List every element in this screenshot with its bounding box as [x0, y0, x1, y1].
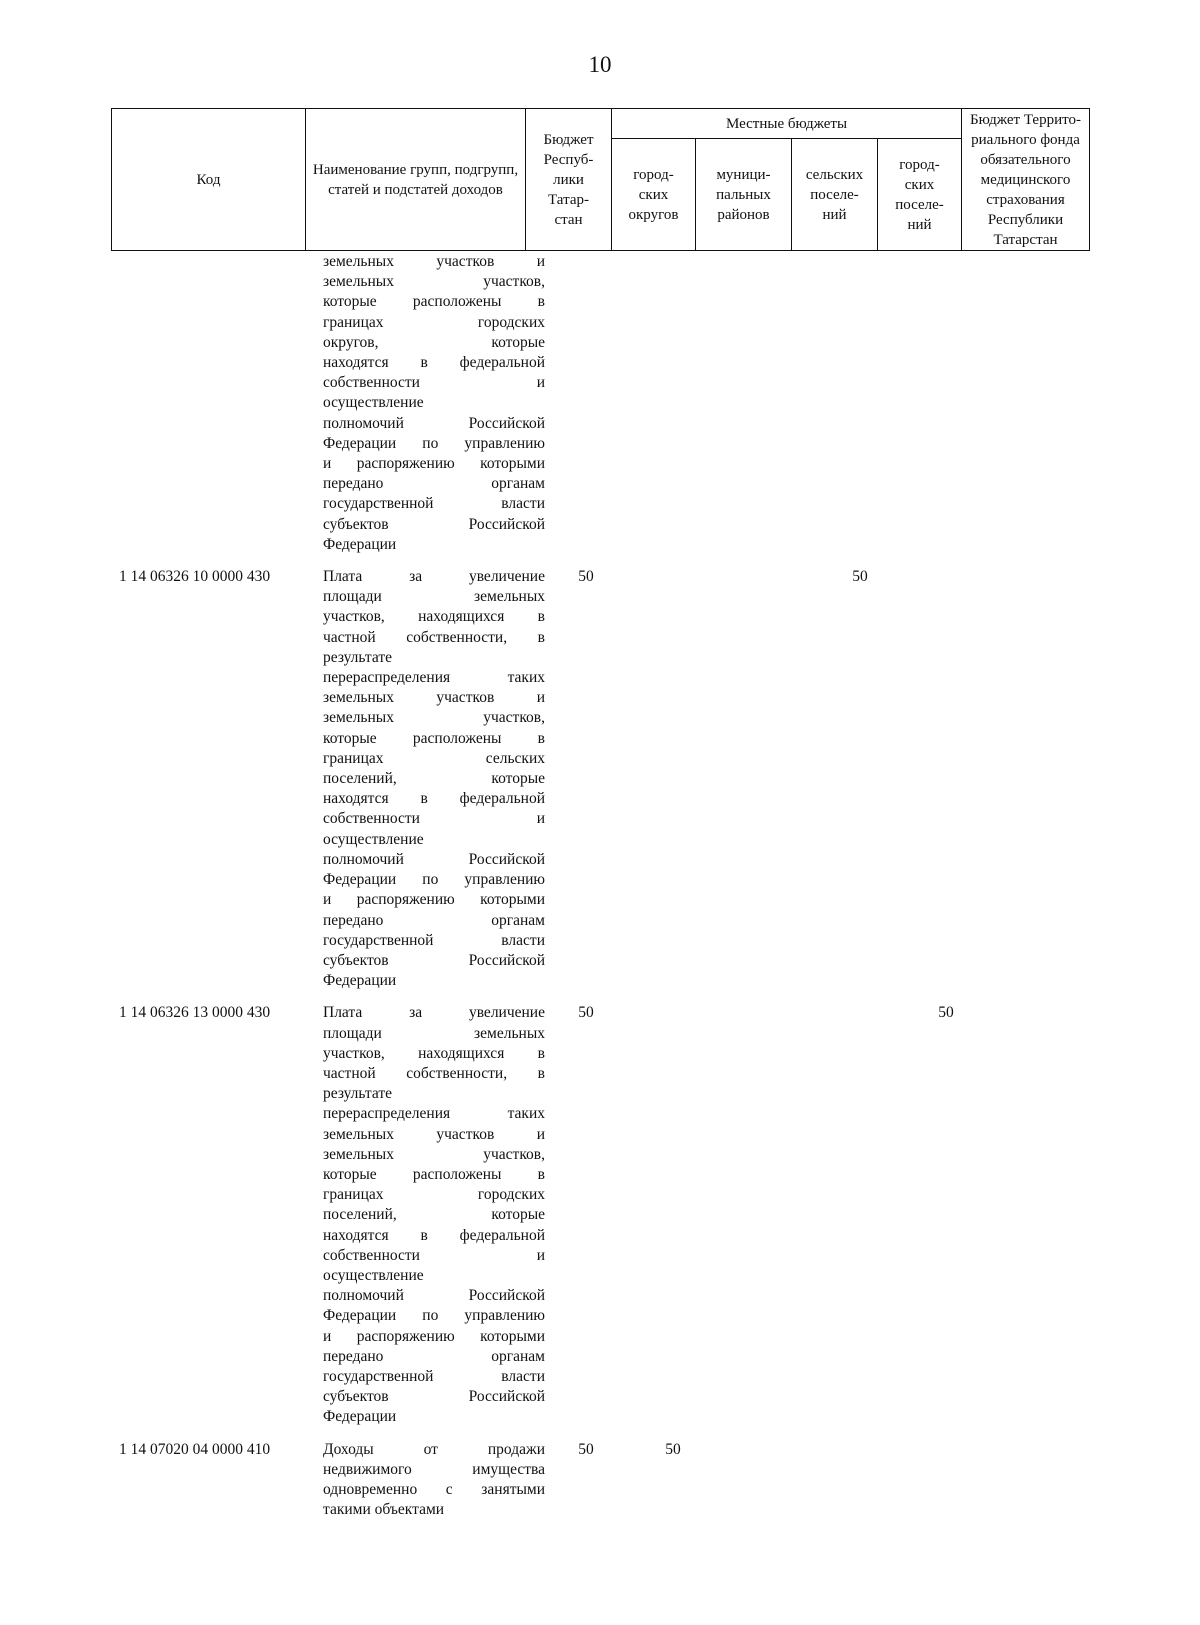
header-line: сельских: [805, 166, 864, 183]
table-row: [111, 567, 1001, 991]
revenue-name-line: которые расположены в: [323, 1165, 545, 1183]
revenue-name-line: и распоряжению которыми: [323, 455, 545, 473]
header-line: Татар-: [548, 191, 589, 208]
revenue-name-line: такими объектами: [323, 1501, 445, 1519]
table-row: [111, 1003, 1001, 1427]
header-line: районов: [717, 206, 770, 223]
revenue-name-line: осуществление: [323, 830, 424, 848]
header-line: муници-: [716, 166, 771, 183]
revenue-name-line: границах городских: [323, 1186, 545, 1204]
header-line: ний: [822, 206, 847, 223]
header-line: ских: [904, 176, 935, 193]
revenue-name-line: передано органам: [323, 475, 545, 493]
revenue-name-line: Федерации по управлению: [323, 871, 545, 889]
revenue-name-line: Федерации: [323, 972, 397, 990]
table-header: [111, 108, 1090, 251]
header-rural-settlements: [792, 139, 878, 251]
value-city-districts: 50: [665, 1440, 681, 1458]
revenue-name: [323, 1003, 545, 1427]
revenue-name-line: осуществление: [323, 394, 424, 412]
revenue-name-line: которые расположены в: [323, 293, 545, 311]
header-line: Бюджет: [543, 131, 594, 148]
value-rural-settlements: 50: [852, 568, 868, 586]
revenue-name-line: Доходы от продажи: [323, 1440, 545, 1458]
revenue-name-line: результате: [323, 1085, 392, 1103]
revenue-name-line: площади земельных: [323, 588, 545, 606]
table-body: [111, 252, 1001, 1520]
header-municipal-districts: [696, 139, 792, 251]
revenue-name-line: поселений, которые: [323, 1206, 545, 1224]
header-budget-rt: [526, 109, 612, 251]
revenue-name: [323, 252, 545, 555]
header-line: Бюджет Террито-: [970, 111, 1081, 128]
header-line: стан: [554, 211, 583, 228]
value-budget-rt: 50: [578, 568, 594, 586]
revenue-name-line: Федерации по управлению: [323, 434, 545, 452]
revenue-name-line: частной собственности, в: [323, 628, 545, 646]
header-code: Код: [112, 109, 306, 251]
header-line: лики: [553, 171, 584, 188]
header-line: город-: [633, 166, 674, 183]
revenue-name-line: полномочий Российской: [323, 1287, 545, 1305]
revenue-name-line: перераспределения таких: [323, 1105, 545, 1123]
revenue-name-line: земельных участков,: [323, 273, 545, 291]
header-local-budgets: Местные бюджеты: [612, 109, 962, 139]
revenue-name-line: частной собственности, в: [323, 1064, 545, 1082]
revenue-name-line: осуществление: [323, 1266, 424, 1284]
revenue-name-line: субъектов Российской: [323, 951, 545, 969]
revenue-name-line: и распоряжению которыми: [323, 1327, 545, 1345]
value-urban-settlements: 50: [938, 1004, 954, 1022]
header-line: ских: [638, 186, 669, 203]
revenue-name-line: Федерации: [323, 535, 397, 553]
revenue-name-line: округов, которые: [323, 333, 545, 351]
revenue-name-line: границах сельских: [323, 749, 545, 767]
revenue-name-line: государственной власти: [323, 495, 545, 513]
revenue-name: [323, 1440, 545, 1521]
revenue-name-line: находятся в федеральной: [323, 1226, 545, 1244]
revenue-name-line: собственности и: [323, 810, 545, 828]
revenue-name: [323, 567, 545, 991]
revenue-name-line: участков, находящихся в: [323, 1044, 545, 1062]
page-number: 10: [588, 52, 612, 77]
table-row: [111, 252, 1001, 555]
revenue-name-line: границах городских: [323, 313, 545, 331]
revenue-name-line: участков, находящихся в: [323, 608, 545, 626]
revenue-name-line: находятся в федеральной: [323, 354, 545, 372]
header-city-districts: [612, 139, 696, 251]
header-line: округов: [628, 206, 679, 223]
revenue-name-line: передано органам: [323, 1347, 545, 1365]
revenue-name-line: передано органам: [323, 911, 545, 929]
revenue-name-line: одновременно с занятыми: [323, 1480, 545, 1498]
revenue-name-line: и распоряжению которыми: [323, 891, 545, 909]
revenue-name-line: недвижимого имущества: [323, 1460, 545, 1478]
header-line: риального фонда: [971, 131, 1080, 148]
revenue-code: 1 14 06326 10 0000 430: [119, 568, 271, 586]
header-line: пальных: [716, 186, 771, 203]
header-line: поселе-: [810, 186, 859, 203]
revenue-name-line: земельных участков и: [323, 1125, 545, 1143]
revenue-name-line: которые расположены в: [323, 729, 545, 747]
revenue-name-line: земельных участков,: [323, 1145, 545, 1163]
header-line: город-: [899, 156, 940, 173]
header-tfoms: [962, 109, 1090, 251]
revenue-name-line: Плата за увеличение: [323, 568, 545, 586]
revenue-name-line: Плата за увеличение: [323, 1004, 545, 1022]
revenue-name-line: перераспределения таких: [323, 669, 545, 687]
table-row: [111, 1440, 1001, 1521]
revenue-name-line: поселений, которые: [323, 770, 545, 788]
revenue-name-line: полномочий Российской: [323, 850, 545, 868]
header-line: поселе-: [895, 196, 944, 213]
header-line: страхования: [986, 191, 1065, 208]
header-line: Республики: [987, 211, 1064, 228]
revenue-name-line: собственности и: [323, 374, 545, 392]
header-line: медицинского: [980, 171, 1071, 188]
revenue-name-line: площади земельных: [323, 1024, 545, 1042]
header-urban-settlements: [878, 139, 962, 251]
revenue-name-line: полномочий Российской: [323, 414, 545, 432]
revenue-code: 1 14 07020 04 0000 410: [119, 1440, 271, 1458]
header-line: Татарстан: [993, 231, 1058, 248]
revenue-name-line: государственной власти: [323, 1367, 545, 1385]
revenue-name-line: собственности и: [323, 1246, 545, 1264]
revenue-name-line: Федерации по управлению: [323, 1307, 545, 1325]
revenue-code: 1 14 06326 13 0000 430: [119, 1004, 271, 1022]
revenue-name-line: находятся в федеральной: [323, 790, 545, 808]
revenue-name-line: субъектов Российской: [323, 515, 545, 533]
revenue-name-line: государственной власти: [323, 931, 545, 949]
revenue-name-line: земельных участков и: [323, 253, 545, 270]
header-line: ний: [907, 216, 932, 233]
value-budget-rt: 50: [578, 1004, 594, 1022]
revenue-name-line: результате: [323, 648, 392, 666]
header-line: обязательного: [980, 151, 1071, 168]
revenue-name-line: земельных участков и: [323, 689, 545, 707]
revenue-name-line: земельных участков,: [323, 709, 545, 727]
value-budget-rt: 50: [578, 1440, 594, 1458]
revenue-name-line: субъектов Российской: [323, 1388, 545, 1406]
header-line: Респуб-: [543, 151, 594, 168]
header-name: Наименование групп, подгрупп, статей и подстатей доходов: [306, 109, 526, 251]
revenue-name-line: Федерации: [323, 1408, 397, 1426]
